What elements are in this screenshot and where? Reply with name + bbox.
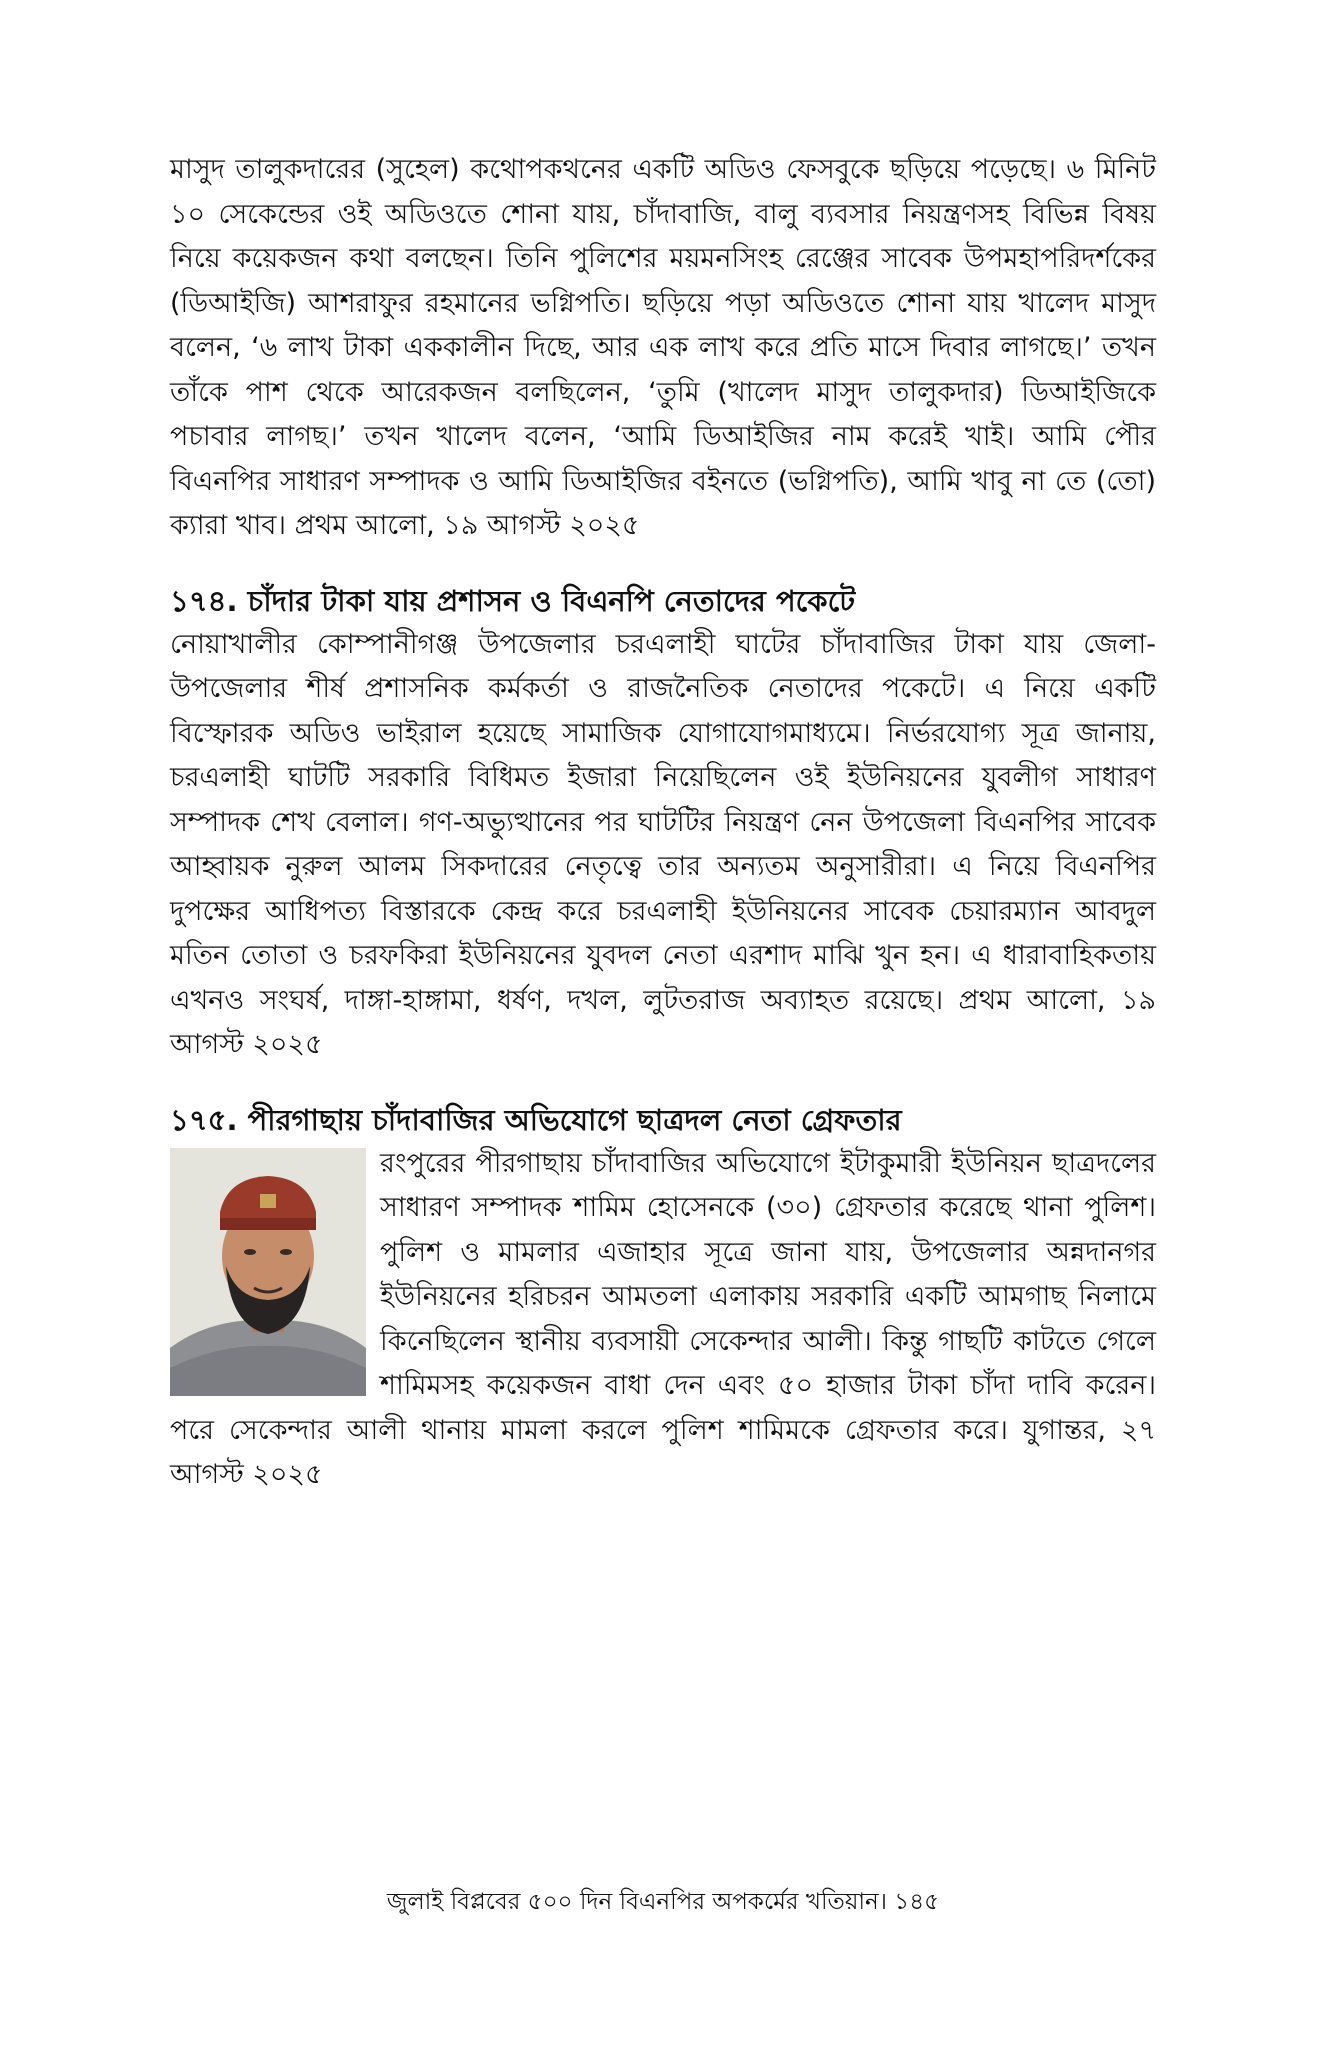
section-175-heading: ১৭৫. পীরগাছায় চাঁদাবাজির অভিযোগে ছাত্রদল নেতা গ্রেফতার (170, 1102, 902, 1137)
page-footer: জুলাই বিপ্লবের ৫০০ দিন বিএনপির অপকর্মের খতিয়ান। ১৪৫ (386, 1889, 940, 1915)
portrait-image (170, 1148, 366, 1396)
section-174-body: নোয়াখালীর কোম্পানীগঞ্জ উপজেলার চরএলাহী ঘাটের চাঁদাবাজির টাকা যায় জেলা-উপজেলার শীর্ষ প্রশাসনিক কর্মকর্তা ও রাজনৈতিক নেতাদের পকেটে। এ নিয়ে একটি বিস্ফোরক অডিও ভাইরাল হয়েছে সামাজিক যোগাযোগমাধ্যমে। নির্ভরযোগ্য সূত্র জানায়, চরএলাহী ঘাটটি সরকারি বিধিমত ইজারা নিয়েছিলেন ওই ইউনিয়নের যুবলীগ সাধারণ সম্পাদক শেখ বেলাল। গণ-অভ্যুত্থানের পর ঘাটটির নিয়ন্ত্রণ নেন উপজেলা বিএনপির সাবেক আহ্বায়ক নুরুল আলম সিকদারের নেতৃত্বে তার অন্যতম অনুসারীরা। এ নিয়ে বিএনপির দুপক্ষের আধিপত্য বিস্তারকে কেন্দ্র করে চরএলাহী ইউনিয়নের সাবেক চেয়ারম্যান আবদুল মতিন তোতা ও চরফকিরা ইউনিয়নের যুবদল নেতা এরশাদ মাঝি খুন হন। এ ধারাবাহিকতায় এখনও সংঘর্ষ, দাঙ্গা-হাঙ্গামা, ধর্ষণ, দখল, লুটতরাজ অব্যাহত রয়েছে। প্রথম আলো, ১৯ আগস্ট ২০২৫ (170, 628, 1156, 1060)
page-content (170, 148, 1156, 1498)
section-174 (170, 579, 1156, 1068)
section-174-heading: ১৭৪. চাঁদার টাকা যায় প্রশাসন ও বিএনপি নেতাদের পকেটে (170, 583, 856, 618)
portrait-photo (170, 1148, 366, 1396)
section-175 (170, 1098, 1156, 1498)
section-175-body: রংপুরের পীরগাছায় চাঁদাবাজির অভিযোগে ইটাকুমারী ইউনিয়ন ছাত্রদলের সাধারণ সম্পাদক শামিম হোসেনকে (৩০) গ্রেফতার করেছে থানা পুলিশ। পুলিশ ও মামলার এজাহার সূত্রে জানা যায়, উপজেলার অন্নদানগর ইউনিয়নের হরিচরন আমতলা এলাকায় সরকারি একটি আমগাছ নিলামে কিনেছিলেন স্থানীয় ব্যবসায়ী সেকেন্দার আলী। কিন্তু গাছটি কাটতে গেলে শামিমসহ কয়েকজন বাধা দেন এবং ৫০ হাজার টাকা চাঁদা দাবি করেন। পরে সেকেন্দার আলী থানায় মামলা করলে পুলিশ শামিমকে গ্রেফতার করে। যুগান্তর, ২৭ আগস্ট ২০২৫ (170, 1147, 1156, 1490)
paragraph-intro: মাসুদ তালুকদারের (সুহেল) কথোপকথনের একটি অডিও ফেসবুকে ছড়িয়ে পড়েছে। ৬ মিনিট ১০ সেকেন্ডের ওই অডিওতে শোনা যায়, চাঁদাবাজি, বালু ব্যবসার নিয়ন্ত্রণসহ বিভিন্ন বিষয় নিয়ে কয়েকজন কথা বলছেন। তিনি পুলিশের ময়মনসিংহ রেঞ্জের সাবেক উপমহাপরিদর্শকের (ডিআইজি) আশরাফুর রহমানের ভগ্নিপতি। ছড়িয়ে পড়া অডিওতে শোনা যায় খালেদ মাসুদ বলেন, ‘৬ লাখ টাকা এককালীন দিছে, আর এক লাখ করে প্রতি মাসে দিবার লাগছে।’ তখন তাঁকে পাশ থেকে আরেকজন বলছিলেন, ‘তুমি (খালেদ মাসুদ তালুকদার) ডিআইজিকে পচাবার লাগছ।’ তখন খালেদ বলেন, ‘আমি ডিআইজির নাম করেই খাই। আমি পৌর বিএনপির সাধারণ সম্পাদক ও আমি ডিআইজির বইনতে (ভগ্নিপতি), আমি খাবু না তে (তো) ক্যারা খাব। প্রথম আলো, ১৯ আগস্ট ২০২৫ (170, 154, 1156, 541)
